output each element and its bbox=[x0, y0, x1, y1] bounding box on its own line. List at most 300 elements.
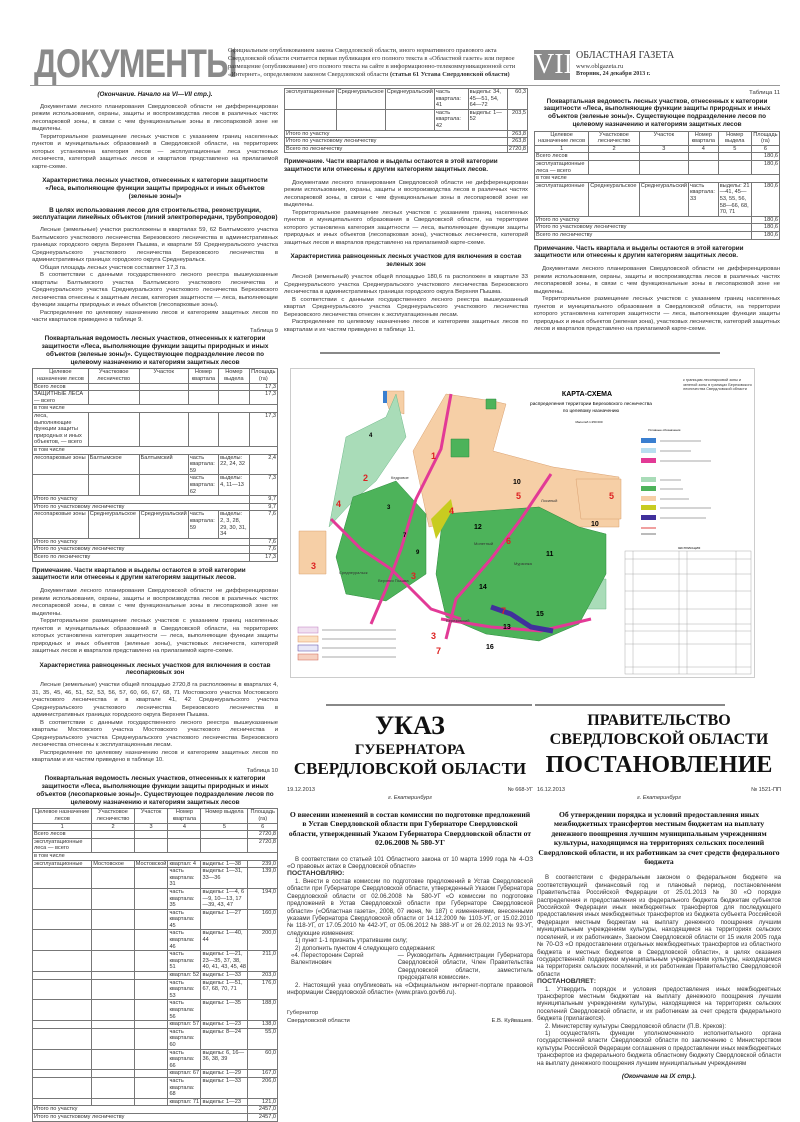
map-legend bbox=[641, 438, 711, 534]
table-cell bbox=[33, 930, 92, 951]
legend-title: Условные обозначения bbox=[648, 428, 681, 432]
section-heading: Характеристика равноценных лесных участков для включения в состав лесопарковых зон bbox=[39, 661, 271, 677]
svg-text:15: 15 bbox=[536, 611, 544, 618]
place-label: Среднеуральск bbox=[339, 570, 368, 575]
column-header: Номер выдела bbox=[201, 809, 248, 823]
table-11 bbox=[534, 131, 780, 240]
newspaper-url[interactable]: www.oblgazeta.ru bbox=[576, 63, 624, 70]
table-cell bbox=[168, 831, 201, 839]
table-row bbox=[33, 1028, 278, 1049]
paragraph: Лесные (земельные) участки общей площадью 2720,8 га расположены в кварталах 4, 31, 35, 45, 46, 51, 52, 53, 56, 57, 60, 66, 67, 68, 71 Мостовского участка Мостовского участкового лесничества и в квартале 41, 42 Среднеуральского участка Среднеуральского участкового лесничества Березовского лесничества в административных границах городского округа Верхняя Пышма. bbox=[32, 682, 278, 719]
summary-value: 2720,8 bbox=[508, 145, 526, 152]
column-1 bbox=[32, 91, 278, 1120]
svg-text:14: 14 bbox=[479, 584, 487, 591]
table-row bbox=[33, 1077, 278, 1098]
newspaper-info bbox=[576, 50, 674, 77]
table-cell: часть квартала: 68 bbox=[168, 1077, 201, 1098]
column-number: 1 bbox=[33, 823, 92, 831]
summary-label: Итого по участковому лесничеству bbox=[33, 546, 250, 554]
table-row bbox=[33, 951, 278, 972]
table-10 bbox=[32, 808, 278, 1121]
summary-row bbox=[285, 138, 528, 146]
table-cell bbox=[139, 413, 188, 447]
column-number: 4 bbox=[688, 145, 718, 153]
table-cell bbox=[134, 888, 168, 909]
table-row bbox=[33, 1000, 278, 1021]
table-cell bbox=[336, 109, 385, 130]
table-cell bbox=[33, 1070, 92, 1078]
table-cell bbox=[92, 868, 134, 889]
summary-row bbox=[33, 503, 278, 511]
svg-text:16: 16 bbox=[486, 644, 494, 651]
svg-text:4: 4 bbox=[369, 433, 373, 439]
paragraph: В соответствии с данными государственного лесного реестра вышеуказанные кварталы Мостовского участка Мостовского участкового лесничества и Среднеуральского участка Среднеуральского участкового лесничества Березовского лесничества отнесены к эксплуатационным лесам. bbox=[32, 719, 278, 749]
summary-label: Итого по участковому лесничеству bbox=[33, 1113, 248, 1121]
table-cell bbox=[33, 888, 92, 909]
table-cell: Балтымское bbox=[88, 454, 139, 475]
table-cell bbox=[134, 1049, 168, 1070]
table-cell: Всего лесов bbox=[33, 383, 89, 391]
table-cell: 60,3 bbox=[507, 89, 527, 110]
table-cell: Всего лесов bbox=[33, 831, 92, 839]
map-title: КАРТА-СХЕМА bbox=[561, 391, 613, 398]
paragraph: Распределение по целевому назначению лесов и категориям защитных лесов по части кварталов приведено в таблице 9. bbox=[32, 309, 278, 324]
svg-text:3: 3 bbox=[311, 561, 317, 571]
table-row bbox=[33, 1098, 278, 1106]
table-cell bbox=[92, 1028, 134, 1049]
column-header: Номер квартала bbox=[168, 809, 201, 823]
paragraph: Лесной (земельный) участок общей площадью 180,6 га расположен в квартале 33 Среднеуральского участка Среднеуральского участкового лесничества Березовского лесничества в административных границах городского округа Верхняя Пышма. bbox=[284, 274, 528, 296]
table-cell bbox=[285, 109, 337, 130]
table-cell: 7,3 bbox=[249, 475, 277, 496]
table-cell: часть квартала: 66 bbox=[168, 1049, 201, 1070]
table-cell: выделы: 1—29 bbox=[201, 1070, 248, 1078]
table-title: Поквартальная ведомость лесных участков, отнесенных к категории защитности «Леса, выполняющие функции защиты природных и иных объектов (лесопарковые зоны)». Существующее подразделение лесов по целевому назначению и категориям защитных лесов bbox=[36, 775, 274, 806]
paragraph: Территориальное размещение лесных участков с указанием границ населенных пунктов и муниципальных образований в Свердловской области, на территориях которых установлена категория защитности — леса, выполняющие функции защиты природных и иных объектов (зеленые зоны), участковых лесничеств, категорий защитных лесов и кварталов представлено на прилагаемой карте-схеме. bbox=[32, 618, 278, 655]
table-cell: выделы: 1—23 bbox=[201, 1021, 248, 1029]
map-subtitle: по целевому назначению bbox=[562, 409, 620, 414]
appointee-role: — Руководитель Администрации Губернатора Свердловской области, Член Правительства Свердловской области, заместитель председателя комиссии». bbox=[397, 952, 533, 982]
table-cell: выделы: 4, 11—13 bbox=[219, 475, 250, 496]
table-cell bbox=[134, 1000, 168, 1021]
table-cell: 60,0 bbox=[248, 1049, 278, 1070]
decree-meta bbox=[287, 787, 533, 795]
table-cell: выделы: 1—35 bbox=[201, 1000, 248, 1021]
table-cell bbox=[33, 1021, 92, 1029]
place-label: Верхняя Пышма bbox=[378, 578, 409, 583]
place-label: Кедровое bbox=[391, 475, 409, 480]
table-row bbox=[33, 1070, 278, 1078]
table-cell bbox=[134, 838, 168, 852]
column-number: 2 bbox=[589, 145, 640, 153]
table-cell: Среднеуральский bbox=[639, 182, 688, 216]
summary-label: Итого по участковому лесничеству bbox=[33, 503, 250, 511]
column-number: 6 bbox=[248, 823, 278, 831]
summary-row bbox=[33, 1106, 278, 1114]
summary-value: 263,8 bbox=[507, 138, 527, 146]
table-cell: в том числе bbox=[33, 852, 278, 860]
place-label: Лосиный bbox=[541, 498, 558, 503]
continuation-note: (Окончание. Начало на VI—VII стр.). bbox=[97, 91, 213, 98]
explication-table bbox=[625, 551, 751, 674]
table-cell bbox=[33, 1049, 92, 1070]
table-cell bbox=[92, 1098, 134, 1106]
svg-text:3: 3 bbox=[431, 631, 437, 641]
summary-value: 7,6 bbox=[249, 538, 277, 546]
summary-row bbox=[285, 145, 528, 153]
table-row bbox=[33, 868, 278, 889]
map-scale: Масштаб 1:250 000 bbox=[575, 420, 603, 424]
table-cell bbox=[168, 838, 201, 852]
table-title: Поквартальная ведомость лесных участков, отнесенных к категории защитности «Леса, выполняющие функции защиты природных и иных объектов (зеленые зоны)». Существующее подразделение лесов по целевому назначению и категориям защитных лесов bbox=[41, 335, 269, 366]
table-row bbox=[33, 979, 278, 1000]
signature-block bbox=[287, 1010, 533, 1025]
table-cell bbox=[88, 383, 139, 391]
table-cell: выделы: 2, 3, 28, 29, 30, 31, 34 bbox=[219, 511, 250, 538]
table-cell bbox=[92, 979, 134, 1000]
table-cell bbox=[219, 383, 250, 391]
place-label: Монетный bbox=[474, 541, 494, 546]
table-cell: часть квартала: 53 bbox=[168, 979, 201, 1000]
table-row bbox=[33, 383, 278, 391]
table-header-row bbox=[535, 131, 780, 145]
paragraph: Лесные (земельные) участки расположены в кварталах 59, 62 Балтымского участка Балтымского участкового лесничества Березовского лесничества в административных границах городского округа Верхняя Пышма, и квартале 59 Среднеуральского участка Среднеуральского участкового лесничества Березовского лесничества в административных границах городского округа Среднеуральск. bbox=[32, 227, 278, 264]
signer-name: Е.В. Куйвашев. bbox=[491, 1017, 533, 1024]
divider bbox=[535, 704, 725, 706]
table-note: Примечание. Части кварталов и выделы остаются в этой категории защитности или отнесены к другим категориям защитных лесов. bbox=[284, 158, 498, 174]
table-cell: 200,0 bbox=[248, 930, 278, 951]
svg-text:4: 4 bbox=[336, 499, 342, 509]
table-cell: выделы: 1—52 bbox=[468, 109, 507, 130]
table-cell bbox=[688, 153, 718, 161]
summary-label: Всего по лесничеству bbox=[535, 232, 752, 240]
appointee: «4. Пересторонин Сергей Валентинович bbox=[291, 952, 364, 967]
publication-notice bbox=[228, 47, 528, 79]
table-caption: Таблица 10 bbox=[246, 767, 278, 774]
section-title: ДОКУМЕНТЫ bbox=[34, 42, 237, 86]
table-cell bbox=[92, 1070, 134, 1078]
column-header: Участок bbox=[639, 131, 688, 145]
table-cell: 160,0 bbox=[248, 909, 278, 930]
masthead bbox=[30, 44, 780, 86]
table-cell: в том числе bbox=[535, 175, 780, 183]
table-row bbox=[33, 475, 278, 496]
column-header: Номер квартала bbox=[688, 131, 718, 145]
appointment bbox=[287, 952, 533, 982]
paragraph: 1. Утвердить порядок и условия предоставления иных межбюджетных трансфертов местным бюджетам на выплату денежного поощрения лучшим муниципальным учреждениям культуры, находящимся на территориях сельских поселений Свердловской области, и их работникам за счет средств федерального бюджета (прилагаются). bbox=[537, 985, 781, 1023]
table-title: Поквартальная ведомость лесных участков, отнесенных к категории защитности «Леса, выполняющие функции защиты природных и иных объектов (зеленые зоны)». Существующее подразделение лесов по целевому назначению и категориям защитных лесов bbox=[543, 97, 771, 128]
table-cell: 17,3 bbox=[249, 383, 277, 391]
table-cell bbox=[385, 109, 434, 130]
summary-label: Всего по лесничеству bbox=[33, 553, 250, 561]
table-cell: часть квартала: 33 bbox=[688, 182, 718, 216]
table-cell: Мостовское bbox=[92, 860, 134, 868]
summary-value: 9,7 bbox=[249, 503, 277, 511]
table-number-row bbox=[535, 145, 780, 153]
table-cell: 203,0 bbox=[248, 972, 278, 980]
section-heading: Характеристика лесных участков, отнесенных к категории защитности «Леса, выполняющие функции защиты природных и иных объектов (зеленые зоны)» bbox=[42, 177, 268, 200]
table-row bbox=[33, 888, 278, 909]
table-cell: выделы: 1—21, 23—35, 37, 38, 40, 41, 43, 45, 48 bbox=[202, 951, 247, 971]
table-cell bbox=[92, 1077, 134, 1098]
table-row bbox=[33, 909, 278, 930]
column-number: 6 bbox=[751, 145, 779, 153]
table-cell bbox=[134, 831, 168, 839]
table-cell: Среднеуральское bbox=[589, 182, 640, 216]
table-cell bbox=[33, 909, 92, 930]
table-cell: эксплуатационные bbox=[535, 182, 589, 216]
decree-heading: О внесении изменений в состав комиссии по подготовке предложений в Устав Свердловской области при Губернаторе Свердловской области, утвержденный Указом Губернатора Свердловской области от 02.06.2008 № 580-УГ bbox=[288, 810, 532, 848]
table-cell: 2720,8 bbox=[248, 838, 278, 852]
column-header: Целевое назначение лесов bbox=[535, 131, 589, 145]
paragraph: В соответствии с данными государственного лесного реестра вышеуказанные кварталы Балтымского участка Балтымского участкового лесничества и Среднеуральского участка Среднеуральского участкового лесничества Березовского лесничества отнесены к защитным лесам, категория защитности — леса, выполняющие функции защиты природных и иных объектов (лесопарковые зоны). bbox=[32, 272, 278, 309]
table-cell: квартал: 4 bbox=[168, 860, 201, 868]
table-cell bbox=[589, 153, 640, 161]
table-cell: Всего лесов bbox=[535, 153, 589, 161]
table-cell bbox=[92, 909, 134, 930]
column-header: Номер квартала bbox=[188, 369, 218, 383]
table-note: Примечание. Часть квартала и выделы остаются в этой категории защитности или отнесены к другим категориям защитных лесов. bbox=[534, 244, 744, 260]
table-cell bbox=[33, 1077, 92, 1098]
paragraph: Распределение по целевому назначению лесов и категориям защитных лесов по кварталам и их частям приведено в таблице 10. bbox=[32, 749, 278, 764]
svg-text:7: 7 bbox=[436, 646, 442, 656]
column-header: Участковое лесничество bbox=[589, 131, 640, 145]
table-row bbox=[33, 391, 278, 405]
table-cell: часть квартала: 59 bbox=[188, 454, 218, 475]
decree-date: 19.12.2013 bbox=[287, 787, 315, 793]
table-cell: 55,0 bbox=[248, 1028, 278, 1049]
table-cell: выделы: 1—27 bbox=[201, 909, 248, 930]
summary-label: Итого по участку bbox=[33, 1106, 248, 1114]
table-cell: выделы: 1—33 bbox=[201, 1077, 248, 1098]
table-row bbox=[285, 109, 528, 130]
table-cell: 180,6 bbox=[751, 182, 779, 216]
table-cell bbox=[92, 972, 134, 980]
water-strip bbox=[383, 391, 387, 403]
summary-label: Итого по участковому лесничеству bbox=[535, 224, 752, 232]
table-cell bbox=[188, 413, 218, 447]
resolution-issuer: ПРАВИТЕЛЬСТВО bbox=[587, 712, 731, 729]
table-row bbox=[33, 972, 278, 980]
table-cell: леса, выполняющие функции защиты природных и иных объектов, — всего bbox=[33, 413, 89, 447]
table-caption: Таблица 9 bbox=[249, 327, 278, 334]
section-heading: В целях использования лесов для строительства, реконструкции, эксплуатации линейных объектов (линий электропередачи, трубопроводов) bbox=[32, 206, 278, 222]
summary-value: 7,6 bbox=[249, 546, 277, 554]
table-cell: квартал: 52 bbox=[169, 972, 200, 979]
svg-text:12: 12 bbox=[474, 524, 482, 531]
paragraph: Документами лесного планирования Свердловской области не дифференцирован режим использования, охраны, защиты и воспроизводства лесов в различных частях лесопарковой зоны, в связи с чем функциональные зоны в лесопарковой зоне не выделены. bbox=[284, 179, 528, 209]
svg-text:7: 7 bbox=[403, 533, 407, 539]
table-10-continued bbox=[284, 88, 528, 153]
paragraph: Документами лесного планирования Свердловской области не дифференцирован режим использования, охраны, защиты и воспроизводства лесов в различных частях лесопарковой зоны, в связи с чем функциональные зоны в лесопарковой зоне не выделены. bbox=[32, 103, 278, 133]
table-cell: Среднеуральский bbox=[139, 511, 188, 538]
column-number: 1 bbox=[535, 145, 589, 153]
table-cell: 176,0 bbox=[248, 979, 278, 1000]
subheading-row bbox=[33, 447, 278, 455]
summary-value: 180,6 bbox=[751, 216, 779, 224]
table-cell: Среднеуральский bbox=[385, 89, 434, 110]
table-cell bbox=[33, 951, 92, 972]
resolution-city: г. Екатеринбург bbox=[636, 794, 682, 801]
table-cell: эксплуатационные bbox=[33, 860, 92, 868]
table-cell bbox=[134, 972, 168, 980]
summary-label: Итого по участку bbox=[535, 216, 752, 224]
table-cell bbox=[88, 391, 139, 405]
summary-row bbox=[33, 546, 278, 554]
table-cell bbox=[134, 1098, 168, 1106]
table-cell: 139,0 bbox=[248, 868, 278, 889]
table-cell: часть квартала: 51 bbox=[168, 951, 201, 972]
table-row bbox=[33, 831, 278, 839]
table-cell: 138,0 bbox=[248, 1021, 278, 1029]
table-cell bbox=[139, 475, 188, 496]
table-cell: выделы: 1—40, 44 bbox=[201, 930, 248, 951]
table-cell: в том числе bbox=[33, 405, 278, 413]
table-cell: выделы: 1—33 bbox=[201, 972, 248, 980]
paragraph: В соответствии со статьей 101 Областного закона от 10 марта 1999 года № 4-ОЗ «О правовых актах в Свердловской области» bbox=[287, 855, 533, 871]
svg-text:10: 10 bbox=[591, 521, 599, 528]
table-cell bbox=[92, 1000, 134, 1021]
paragraph: Общая площадь лесных участков составляет 17,3 га. bbox=[40, 264, 187, 271]
decree-number: № 668-УГ bbox=[507, 787, 533, 793]
table-cell: 17,3 bbox=[249, 391, 277, 405]
paragraph: В соответствии с данными государственного лесного реестра вышеуказанный квартал Среднеуральского участка Среднеуральского участкового лесничества Березовского лесничества отнесен к эксплуатационным лесам. bbox=[284, 296, 528, 318]
table-cell bbox=[134, 930, 168, 951]
signer-position: Губернатор bbox=[287, 1010, 319, 1017]
table-cell: выделы: 1—4, 6—9, 10—13, 17—39, 43, 47 bbox=[201, 888, 248, 909]
table-cell bbox=[88, 413, 139, 447]
explication-title: ЭКСПЛИКАЦИЯ bbox=[677, 546, 701, 550]
column-2 bbox=[284, 88, 528, 334]
signer-position: Свердловской области bbox=[287, 1017, 350, 1024]
paragraph: Территориальное размещение лесных участков с указанием границ населенных пунктов и муниципальных образований в Свердловской области, на территориях которых установлена категория лесов — эксплуатационные леса участковых лесничеств, категорий защитных лесов и кварталов представлено на прилагаемой карте-схеме. bbox=[32, 133, 278, 170]
table-row bbox=[33, 1049, 278, 1070]
table-cell: в том числе bbox=[33, 447, 278, 455]
svg-text:7: 7 bbox=[501, 606, 507, 616]
table-cell: лесопарковые зоны bbox=[33, 511, 89, 538]
table-caption: Таблица 11 bbox=[749, 90, 780, 96]
table-cell bbox=[92, 831, 134, 839]
column-header: Участок bbox=[139, 369, 188, 383]
column-number: 2 bbox=[92, 823, 134, 831]
summary-row bbox=[33, 553, 278, 561]
page-number: VIII bbox=[534, 49, 583, 80]
table-cell: 188,0 bbox=[248, 1000, 278, 1021]
table-cell bbox=[33, 868, 92, 889]
summary-row bbox=[535, 216, 780, 224]
table-cell: часть квартала: 62 bbox=[188, 475, 218, 496]
map-svg bbox=[291, 369, 756, 679]
resolution-resolve: ПОСТАНОВЛЯЕТ: bbox=[537, 978, 596, 986]
table-cell: 239,0 bbox=[248, 860, 278, 868]
svg-text:11: 11 bbox=[546, 551, 554, 558]
table-cell: 7,6 bbox=[249, 511, 277, 538]
continued-note: (Окончание на IX стр.). bbox=[621, 1073, 697, 1081]
svg-text:9: 9 bbox=[416, 550, 420, 556]
section-heading: Характеристика равноценных лесных участков для включения в состав зеленых зон bbox=[290, 253, 522, 269]
column-header: Площадь (га) bbox=[248, 809, 278, 823]
notice-source: (статья 61 Устава Свердловской области) bbox=[389, 71, 510, 78]
table-9 bbox=[32, 368, 278, 561]
summary-label: Итого по участку bbox=[33, 538, 250, 546]
summary-row bbox=[535, 232, 780, 240]
column-header: Номер выдела bbox=[718, 131, 751, 145]
table-cell: часть квартала: 31 bbox=[168, 868, 201, 889]
table-cell: 17,3 bbox=[249, 413, 277, 447]
table-row bbox=[33, 454, 278, 475]
summary-value: 180,6 bbox=[751, 232, 779, 240]
map-bottom-legend bbox=[298, 627, 396, 660]
svg-text:2: 2 bbox=[363, 473, 369, 483]
table-cell: выделы: 1—51, 67, 68, 70, 71 bbox=[201, 979, 248, 1000]
column-number: 5 bbox=[201, 823, 248, 831]
paragraph: 2. Министерству культуры Свердловской области (П.В. Креков): bbox=[545, 1022, 727, 1030]
divider bbox=[320, 352, 720, 354]
table-cell bbox=[188, 391, 218, 405]
table-cell: квартал: 57 bbox=[169, 1021, 200, 1028]
table-row bbox=[285, 89, 528, 110]
svg-text:6: 6 bbox=[506, 536, 512, 546]
table-cell: часть квартала: 59 bbox=[188, 511, 218, 538]
decree-city: г. Екатеринбург bbox=[387, 794, 433, 801]
paragraph: В соответствии с федеральным законом о федеральном бюджете на соответствующий финансовый год и плановый период, постановлением Правительства Российской Федерации от 25.01.2013 № 30 «О порядке распределения и предоставления из федерального бюджета бюджетам субъектов Российской Федерации иных межбюджетных трансфертов для последующего предоставления иных межбюджетных трансфертов из бюджета субъекта Российской Федерации местным бюджетам на выплату денежного поощрения лучшим муниципальным учреждениям культуры, находящимся на территориях сельских поселений, и их работникам», Законом Свердловской области от 15 июля 2005 года № 70-ОЗ «О предоставлении отдельных межбюджетных трансфертов из областного бюджета и местных бюджетов в Свердловской области», в целях оказания государственной поддержки муниципальным учреждениям культуры, находящимся на территориях сельских поселений, и их работникам Правительство Свердловской области bbox=[537, 874, 781, 978]
table-cell bbox=[639, 161, 688, 175]
table-cell bbox=[201, 838, 248, 852]
summary-row bbox=[33, 538, 278, 546]
column-header: Участковое лесничество bbox=[88, 369, 139, 383]
table-cell: часть квартала: 60 bbox=[168, 1028, 201, 1049]
table-cell: часть квартала: 56 bbox=[168, 1000, 201, 1021]
table-cell: 167,0 bbox=[248, 1070, 278, 1078]
svg-text:13: 13 bbox=[503, 624, 511, 631]
column-3 bbox=[534, 90, 780, 334]
table-cell bbox=[639, 153, 688, 161]
table-cell bbox=[92, 1021, 134, 1029]
paragraph: 1) пункт 1-1 признать утратившим силу; bbox=[295, 937, 408, 945]
table-cell: выделы: 1—38 bbox=[201, 860, 248, 868]
table-cell bbox=[92, 951, 134, 972]
column-header: Номер выдела bbox=[219, 369, 250, 383]
paragraph: Документами лесного планирования Свердловской области не дифференцирован режим использования, охраны, защиты и воспроизводства лесов в различных частях лесопарковой зоны, в связи с чем функциональные зоны в лесопарковой зоне не выделены. bbox=[32, 588, 278, 617]
table-cell bbox=[92, 888, 134, 909]
table-row bbox=[33, 413, 278, 447]
svg-text:10: 10 bbox=[513, 479, 521, 486]
table-cell: эксплуатационные bbox=[285, 89, 337, 110]
paragraph: Территориальное размещение лесных участков с указанием границ населенных пунктов и муниципального образования в Свердловской области, на территории которого установлена категория защитности — леса, выполняющие функции защиты природных и иных объектов (лесопарковая зона), участковых лесничеств, категорий защитных лесов и кварталов представлено на прилагаемой карте-схеме. bbox=[284, 209, 528, 246]
table-cell: 211,0 bbox=[248, 951, 278, 972]
table-cell: квартал: 71 bbox=[169, 1098, 200, 1105]
issue-date: Вторник, 24 декабря 2013 г. bbox=[576, 71, 651, 77]
table-cell: 180,6 bbox=[751, 153, 779, 161]
table-cell bbox=[134, 979, 168, 1000]
table-row bbox=[33, 930, 278, 951]
table-row bbox=[535, 182, 780, 216]
table-row bbox=[33, 1021, 278, 1029]
resolution-number: № 1521-ПП bbox=[751, 787, 781, 793]
column-header: Площадь (га) bbox=[249, 369, 277, 383]
table-number-row bbox=[33, 823, 278, 831]
svg-text:5: 5 bbox=[516, 491, 522, 501]
table-cell: эксплуатационные леса — всего bbox=[535, 161, 589, 175]
paragraph: 2. Настоящий указ опубликовать на «Официальном интернет-портале правовой информации Свердловской области» (www.pravo.gov66.ru). bbox=[287, 981, 533, 997]
resolution-title: ПОСТАНОВЛЕНИЕ bbox=[545, 752, 773, 778]
summary-value: 263,8 bbox=[507, 130, 527, 138]
summary-row bbox=[535, 224, 780, 232]
table-row bbox=[33, 838, 278, 852]
table-cell: часть квартала: 42 bbox=[434, 109, 468, 130]
paragraph: Распределение по целевому назначению лесов и категориям защитных лесов по кварталам и их частям приведено в таблице 11. bbox=[284, 319, 528, 333]
table-cell: выделы: 8—24 bbox=[201, 1028, 248, 1049]
